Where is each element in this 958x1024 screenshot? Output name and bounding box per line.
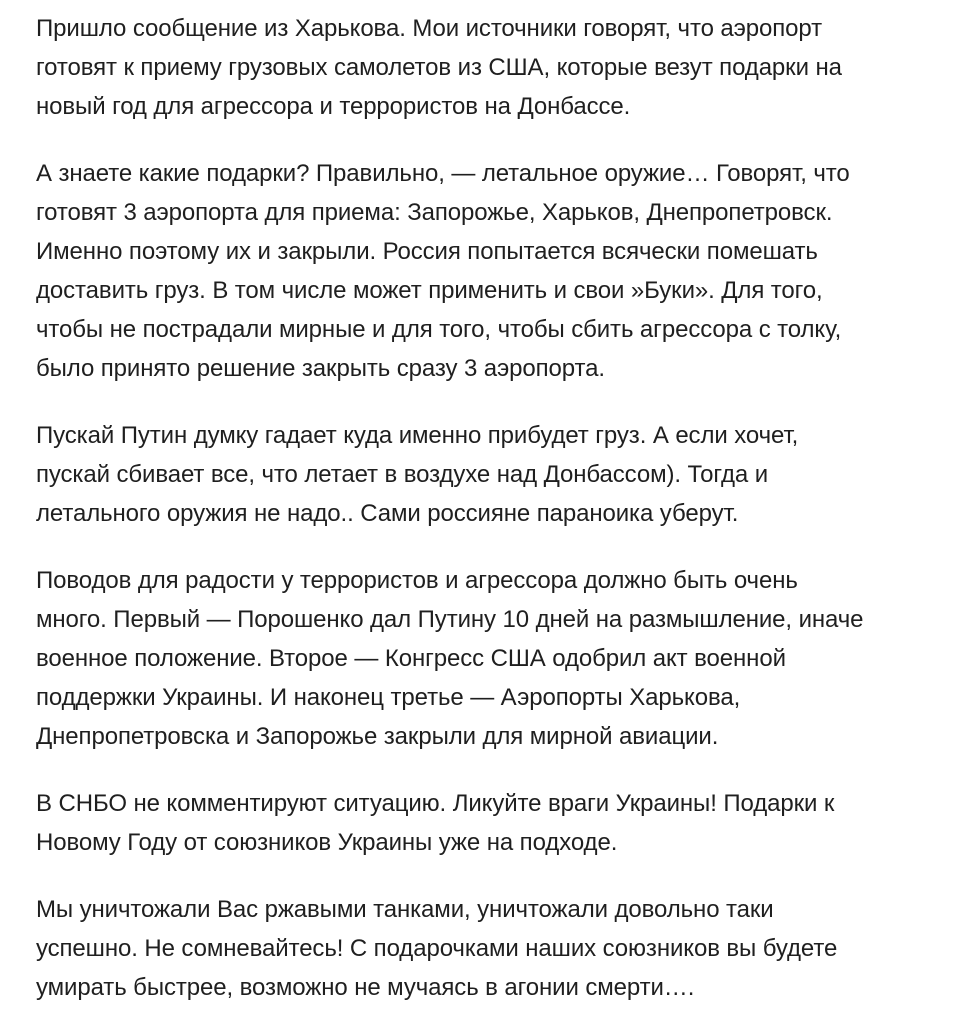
text-line: успешно. Не сомневайтесь! С подарочками наших союзников вы будете [36,935,838,962]
paragraph [36,9,930,126]
paragraph [36,416,930,533]
text-line: Новому Году от союзников Украины уже на подходе. [36,829,618,856]
text-line: В СНБО не комментируют ситуацию. Ликуйте враги Украины! Подарки к [36,790,835,817]
paragraph [36,890,930,1007]
text-line: Днепропетровска и Запорожье закрыли для мирной авиации. [36,723,719,750]
text-line: Пришло сообщение из Харькова. Мои источники говорят, что аэропорт [36,15,823,42]
text-line: военное положение. Второе — Конгресс США одобрил акт военной [36,645,786,672]
text-line: летального оружия не надо.. Сами россияне параноика уберут. [36,500,739,527]
text-line: пускай сбивает все, что летает в воздухе над Донбассом). Тогда и [36,461,769,488]
text-line: Мы уничтожали Вас ржавыми танками, уничтожали довольно таки [36,896,774,923]
text-line: Поводов для радости у террористов и агрессора должно быть очень [36,567,798,594]
text-line: было принято решение закрыть сразу 3 аэропорта. [36,355,605,382]
text-line: готовят к приему грузовых самолетов из США, которые везут подарки на [36,54,842,81]
paragraph [36,154,930,388]
text-line: А знаете какие подарки? Правильно, — летальное оружие… Говорят, что [36,160,850,187]
text-line: Именно поэтому их и закрыли. Россия попытается всячески помешать [36,238,818,265]
text-line: чтобы не пострадали мирные и для того, чтобы сбить агрессора с толку, [36,316,842,343]
text-line: много. Первый — Порошенко дал Путину 10 дней на размышление, иначе [36,606,864,633]
text-line: умирать быстрее, возможно не мучаясь в агонии смерти…. [36,974,695,1001]
paragraph [36,561,930,756]
paragraph [36,784,930,862]
text-line: Пускай Путин думку гадает куда именно прибудет груз. А если хочет, [36,422,799,449]
text-line: новый год для агрессора и террористов на Донбассе. [36,93,631,120]
text-line: поддержки Украины. И наконец третье — Аэропорты Харькова, [36,684,741,711]
text-line: готовят 3 аэропорта для приема: Запорожье, Харьков, Днепропетровск. [36,199,833,226]
text-line: доставить груз. В том числе может применить и свои »Буки». Для того, [36,277,823,304]
